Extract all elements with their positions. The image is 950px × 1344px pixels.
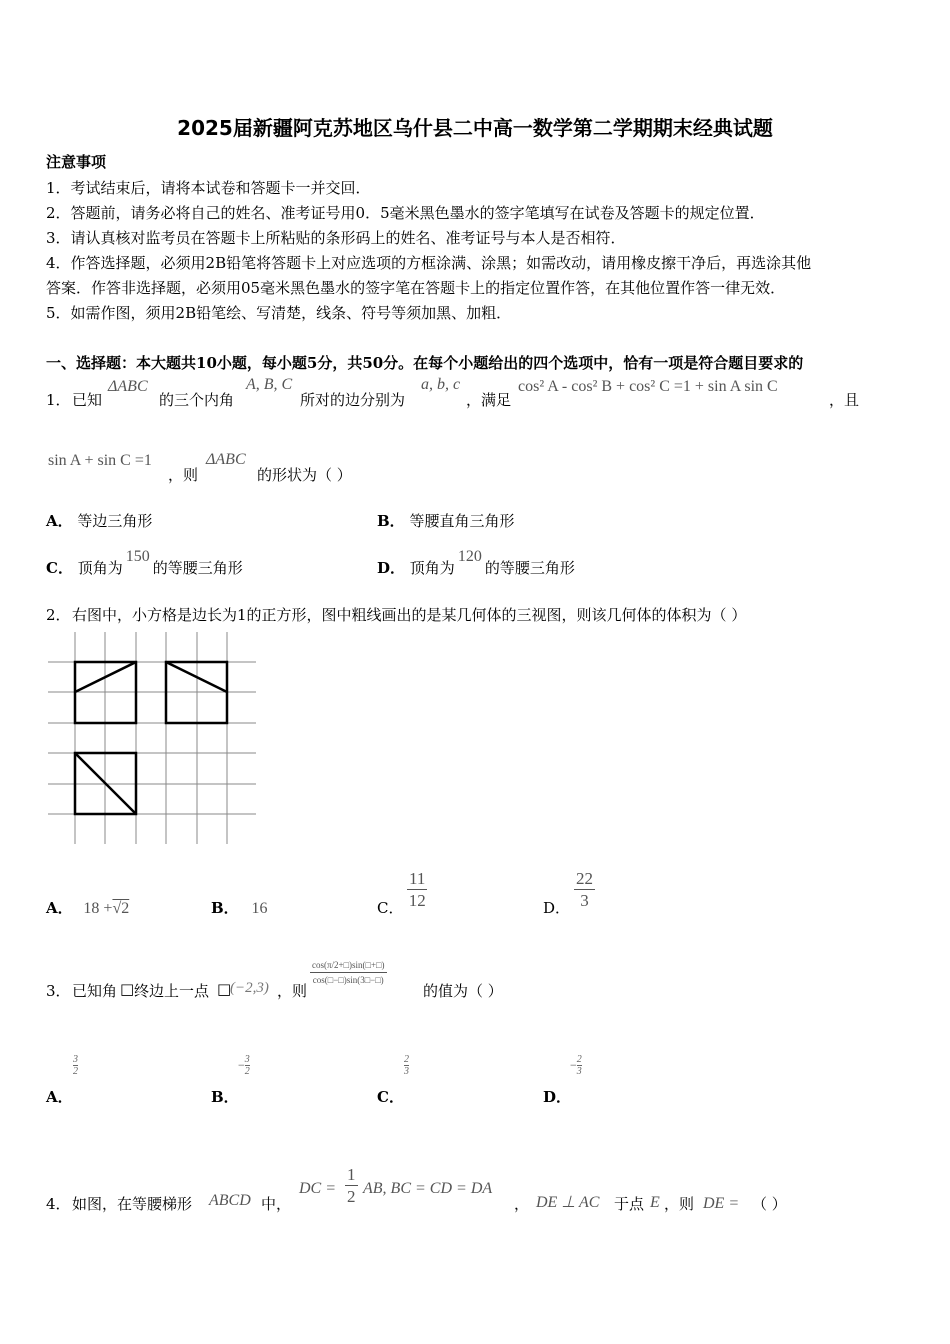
q1-condition-2: sin A + sin C =1 xyxy=(48,452,152,469)
q1-text: 已知 xyxy=(72,391,103,409)
q3-option-b-value: − $\frac{3}{2}$ xyxy=(238,1054,250,1077)
q4-perpendicular: DE ⊥ AC xyxy=(536,1194,600,1211)
q2-option-a[interactable]: A． 18 +√2 xyxy=(46,899,130,917)
q2-text: 右图中，小方格是边长为1的正方形，图中粗线画出的是某几何体的三视图，则该几何体的体积为（ ） xyxy=(72,606,747,624)
q1-condition: cos² A - cos² B + cos² C =1 + sin A sin C xyxy=(518,378,778,395)
q3-angle-box: □ xyxy=(120,980,135,998)
section-heading: 一、选择题：本大题共10小题，每小题5分，共50分。在每个小题给出的四个选项中，恰有一项是符合题目要求的 xyxy=(46,354,804,372)
q4-eq-b: AB, BC = CD = DA xyxy=(363,1180,493,1197)
q1-option-d[interactable]: D． 顶角为120的等腰三角形 xyxy=(377,548,575,577)
q3-number: 3． xyxy=(46,982,71,1000)
q1-triangle: ΔABC xyxy=(206,451,246,468)
notice-item: 1．考试结束后，请将本试卷和答题卡一并交回． xyxy=(46,179,371,197)
notice-item: 5．如需作图，须用2B铅笔绘、写清楚，线条、符号等须加黑、加粗． xyxy=(46,304,512,322)
q1-text: ，则 xyxy=(168,466,199,484)
q1-text: ，满足 xyxy=(466,391,512,409)
q4-text: 中， xyxy=(261,1195,292,1213)
q3-option-d-value: − $\frac{2}{3}$ xyxy=(570,1054,582,1077)
q1-number: 1． xyxy=(46,391,71,409)
q3-option-a-value: $\frac{3}{2}$ xyxy=(73,1054,78,1077)
q2-option-c-fraction: $\frac{11}{12}$ xyxy=(408,869,426,910)
q2-option-d-fraction: $\frac{22}{3}$ xyxy=(576,869,593,910)
page-title: 2025届新疆阿克苏地区乌什县二中高一数学第二学期期末经典试题 xyxy=(177,116,773,140)
q3-point-box: □ xyxy=(217,980,232,998)
q3-text: 的值为（ ） xyxy=(423,982,503,1000)
notice-item: 答案．作答非选择题，必须用05毫米黑色墨水的签字笔在答题卡上的指定位置作答，在其他位置作答一律无效． xyxy=(46,279,786,297)
q2-option-b[interactable]: B． 16 xyxy=(211,899,268,917)
q1-text: 的三个内角 xyxy=(159,391,235,409)
q2-number: 2． xyxy=(46,606,71,624)
q4-eq-a: DC = xyxy=(299,1180,337,1197)
q3-option-c-label[interactable]: C． xyxy=(377,1088,404,1106)
q1-text: 的形状为（ ） xyxy=(257,466,352,484)
q4-text: 于点 xyxy=(614,1195,645,1213)
q3-text: 终边上一点 xyxy=(134,982,210,1000)
q2-option-c-label[interactable]: C． xyxy=(377,899,404,917)
q1-option-b[interactable]: B． 等腰直角三角形 xyxy=(377,512,515,530)
q4-number: 4． xyxy=(46,1195,71,1213)
q3-text: ，则 xyxy=(277,982,308,1000)
q3-option-a-label[interactable]: A． xyxy=(46,1088,73,1106)
q4-half: $\frac{1}{2}$ xyxy=(347,1165,356,1206)
q4-text: ， xyxy=(514,1195,530,1213)
q1-option-c[interactable]: C． 顶角为150的等腰三角形 xyxy=(46,548,243,577)
q4-text: ，则 xyxy=(664,1195,695,1213)
notice-item: 2．答题前，请务必将自己的姓名、准考证号用0．5毫米黑色墨水的签字笔填写在试卷及答题卡的规定位置． xyxy=(46,204,765,222)
q1-option-a[interactable]: A． 等边三角形 xyxy=(46,512,153,530)
q3-text: 已知角 xyxy=(72,982,118,1000)
q3-option-b-label[interactable]: B． xyxy=(211,1088,239,1106)
notice-heading: 注意事项 xyxy=(46,153,107,171)
q4-text: 如图，在等腰梯形 xyxy=(72,1195,193,1213)
q1-triangle: ΔABC xyxy=(108,378,148,395)
q3-option-d-label[interactable]: D． xyxy=(543,1088,572,1106)
q4-trapezoid: ABCD xyxy=(209,1192,251,1209)
q3-option-c-value: $\frac{2}{3}$ xyxy=(404,1054,409,1077)
q4-de: DE = xyxy=(703,1195,740,1212)
q1-text: ，且 xyxy=(829,391,860,409)
q1-text: 所对的边分别为 xyxy=(300,391,406,409)
q1-angles: A, B, C xyxy=(246,376,293,393)
q3-point: (−2,3) xyxy=(230,980,269,996)
q4-text: （ ） xyxy=(752,1195,787,1213)
three-view-figure xyxy=(44,632,259,846)
q4-point: E xyxy=(650,1194,660,1211)
q1-sides: a, b, c xyxy=(421,376,461,393)
q2-option-d-label[interactable]: D． xyxy=(543,899,571,917)
q3-expression: cos(π/2+□)sin(□+□) cos(□−□)sin(3□−□) xyxy=(312,960,385,985)
notice-item: 3．请认真核对监考员在答题卡上所粘贴的条形码上的姓名、准考证号与本人是否相符． xyxy=(46,229,626,247)
notice-item: 4．作答选择题，必须用2B铅笔将答题卡上对应选项的方框涂满、涂黑；如需改动，请用橡皮擦干净后，再选涂其他 xyxy=(46,254,812,272)
